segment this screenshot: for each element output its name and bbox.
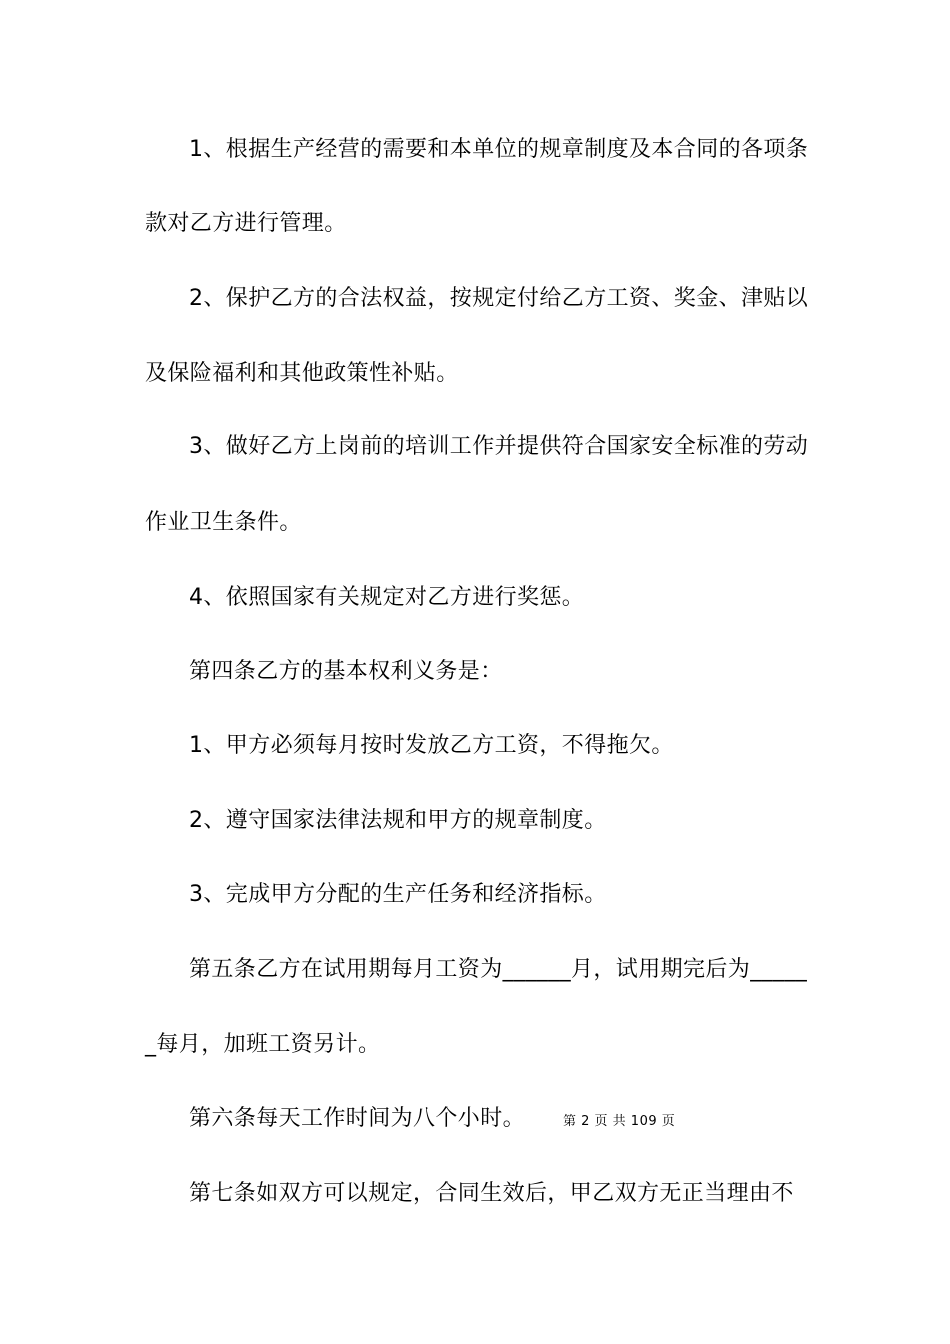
article-heading: 第七条如双方可以规定，合同生效后，甲乙双方无正当理由不 bbox=[189, 1181, 794, 1206]
paragraph-line: 2、遵守国家法律法规和甲方的规章制度。 bbox=[189, 808, 607, 833]
paragraph-line: 3、做好乙方上岗前的培训工作并提供符合国家安全标准的劳动 bbox=[189, 434, 809, 459]
paragraph-line: 1、甲方必须每月按时发放乙方工资，不得拖欠。 bbox=[189, 733, 674, 758]
paragraph-line: 4、依照国家有关规定对乙方进行奖惩。 bbox=[189, 585, 585, 610]
paragraph-line: 1、根据生产经营的需要和本单位的规章制度及本合同的各项条 bbox=[189, 137, 809, 162]
paragraph-line: 款对乙方进行管理。 bbox=[145, 211, 347, 236]
paragraph-line: _每月，加班工资另计。 bbox=[145, 1032, 381, 1057]
article-heading: 第四条乙方的基本权利义务是： bbox=[189, 659, 503, 684]
paragraph-line: 作业卫生条件。 bbox=[145, 510, 302, 535]
paragraph-line: 3、完成甲方分配的生产任务和经济指标。 bbox=[189, 882, 607, 907]
paragraph-line: 2、保护乙方的合法权益，按规定付给乙方工资、奖金、津贴以 bbox=[189, 286, 809, 311]
paragraph-line: 及保险福利和其他政策性补贴。 bbox=[145, 361, 459, 386]
page-number: 第 2 页 共 109 页 bbox=[563, 1114, 676, 1129]
article-heading: 第六条每天工作时间为八个小时。 bbox=[189, 1106, 526, 1131]
article-heading: 第五条乙方在试用期每月工资为______月，试用期完后为_____ bbox=[189, 957, 808, 982]
